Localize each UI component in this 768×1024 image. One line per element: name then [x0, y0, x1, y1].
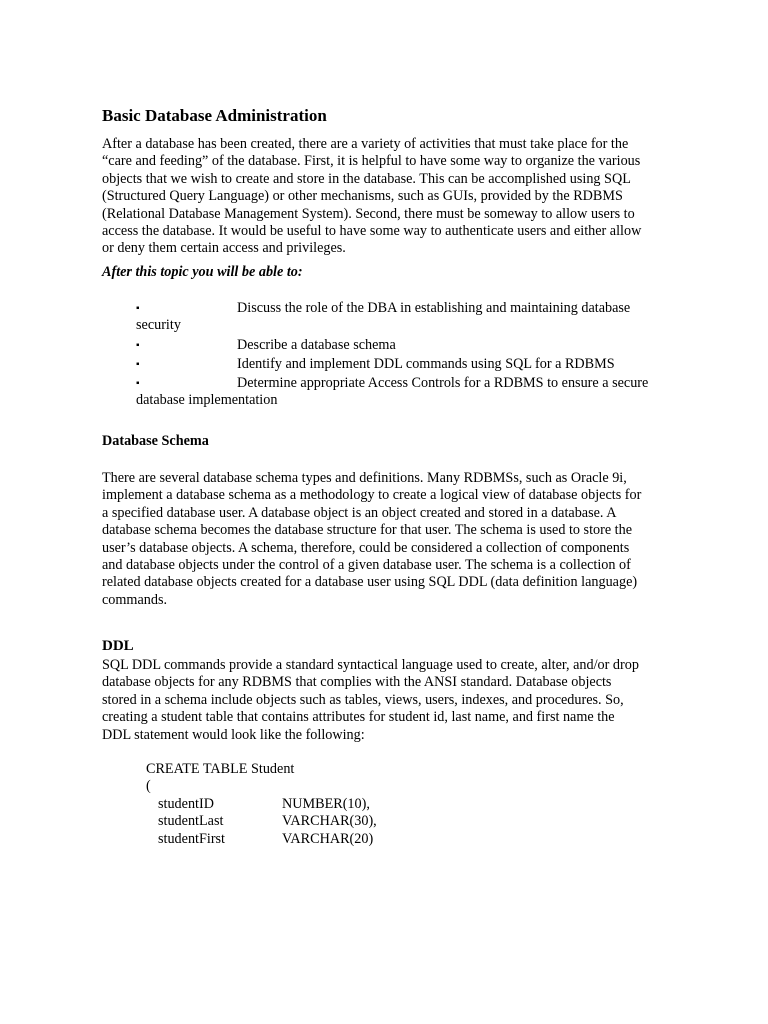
column-type: VARCHAR(30),	[282, 813, 377, 830]
schema-line: There are several database schema types and definitions. Many RDBMSs, such as Oracle 9i,	[102, 470, 627, 486]
objectives-heading: After this topic you will be able to:	[102, 264, 303, 280]
objective-item	[136, 337, 696, 354]
schema-heading: Database Schema	[102, 433, 209, 449]
schema-line: database schema becomes the database structure for that user. The schema is used to store the	[102, 522, 633, 539]
schema-line: a specified database user. A database object is an object created and stored in a database. A	[102, 504, 617, 521]
intro-line: (Relational Database Management System). Second, there must be someway to allow users to	[102, 205, 635, 222]
objective-item	[136, 356, 696, 373]
code-line-create: CREATE TABLE Student	[146, 761, 295, 777]
square-bullet-icon: ▪	[136, 339, 140, 351]
column-name: studentLast	[158, 813, 224, 830]
intro-line: “care and feeding” of the database. First, it is helpful to have some way to organize the various	[102, 153, 641, 170]
objective-text-continued: security	[136, 317, 181, 334]
intro-paragraph	[102, 136, 682, 258]
intro-line: After a database has been created, there are a variety of activities that must take place for the	[102, 136, 629, 152]
column-type: NUMBER(10),	[282, 795, 370, 812]
column-type: VARCHAR(20)	[282, 830, 374, 847]
objective-text: Identify and implement DDL commands using SQL for a RDBMS	[237, 355, 615, 372]
schema-line: and database objects under the control of a given database user. The schema is a collection of	[102, 557, 631, 574]
objective-text: Discuss the role of the DBA in establishing and maintaining database	[237, 300, 631, 316]
column-name: studentID	[158, 795, 214, 812]
square-bullet-icon: ▪	[136, 303, 140, 314]
page-title: Basic Database Administration	[102, 106, 327, 125]
ddl-line: DDL statement would look like the following:	[102, 726, 365, 743]
ddl-line: database objects for any RDBMS that complies with the ANSI standard. Database objects	[102, 674, 612, 691]
schema-paragraph	[102, 470, 682, 609]
schema-line: implement a database schema as a methodology to create a logical view of database objects for	[102, 487, 642, 504]
schema-line: related database objects created for a database user using SQL DDL (data definition language)	[102, 574, 638, 591]
ddl-line: SQL DDL commands provide a standard syntactical language used to create, alter, and/or drop	[102, 657, 639, 673]
intro-line: (Structured Query Language) or other mechanisms, such as GUIs, provided by the RDBMS	[102, 188, 623, 205]
objective-item	[136, 375, 696, 410]
objective-item	[136, 300, 696, 335]
objective-text-continued: database implementation	[136, 392, 278, 409]
schema-line: commands.	[102, 591, 168, 608]
intro-line: objects that we wish to create and store in the database. This can be accomplished using SQL	[102, 170, 631, 187]
objective-text: Describe a database schema	[237, 336, 396, 353]
objective-text: Determine appropriate Access Controls for a RDBMS to ensure a secure	[237, 375, 649, 392]
code-line-open-paren: (	[146, 778, 151, 795]
objectives-list	[136, 300, 696, 412]
ddl-line: stored in a schema include objects such as tables, views, users, indexes, and procedures. So,	[102, 691, 624, 708]
sql-code-block	[146, 761, 377, 848]
code-column-row	[146, 830, 374, 848]
code-column-row	[146, 813, 377, 830]
ddl-line: creating a student table that contains attributes for student id, last name, and first name the	[102, 709, 615, 726]
square-bullet-icon: ▪	[136, 358, 140, 370]
ddl-heading: DDL	[102, 638, 134, 654]
square-bullet-icon: ▪	[136, 378, 140, 390]
intro-line: access the database. It would be useful to have some way to authenticate users and either allow	[102, 223, 642, 240]
column-name: studentFirst	[158, 830, 226, 847]
ddl-paragraph	[102, 657, 682, 744]
code-column-row	[146, 795, 370, 813]
intro-line: or deny them certain access and privileges.	[102, 240, 346, 257]
schema-line: user’s database objects. A schema, therefore, could be considered a collection of components	[102, 539, 630, 556]
